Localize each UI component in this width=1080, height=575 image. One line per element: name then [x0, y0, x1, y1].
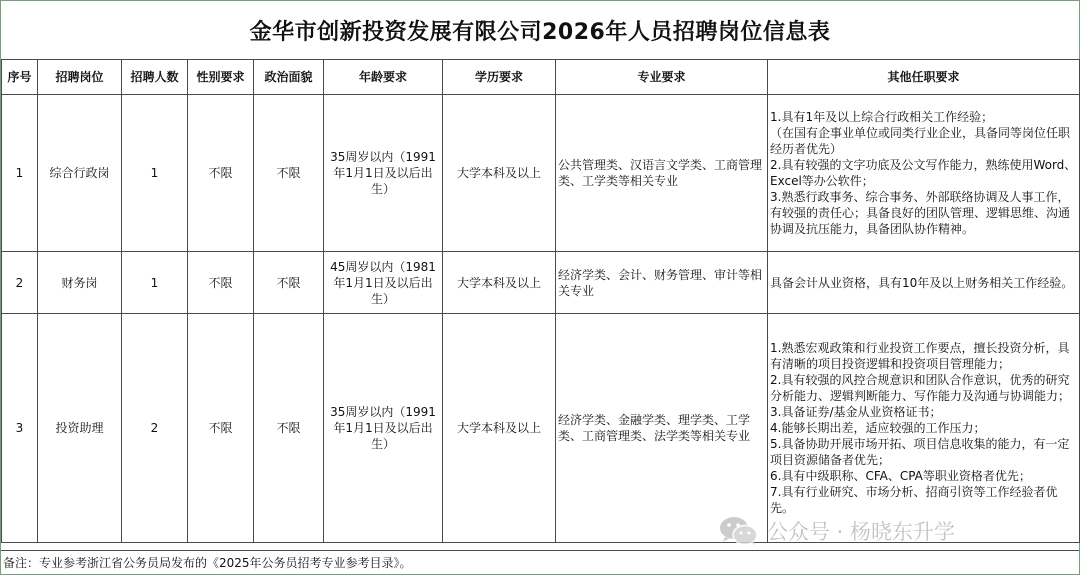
header-age: 年龄要求	[324, 60, 443, 95]
header-count: 招聘人数	[122, 60, 188, 95]
cell-no: 2	[2, 252, 38, 314]
header-position: 招聘岗位	[38, 60, 122, 95]
cell-no: 3	[2, 314, 38, 543]
cell-political: 不限	[254, 95, 324, 252]
requirement-line: 6.具有中级职称、CFA、CPA等职业资格者优先；	[770, 469, 1031, 483]
requirement-line: 具备会计从业资格，具有10年及以上财务相关工作经验。	[770, 275, 1074, 290]
cell-age: 35周岁以内（1991年1月1日及以后出生）	[324, 95, 443, 252]
cell-count: 2	[122, 314, 188, 543]
cell-position: 综合行政岗	[38, 95, 122, 252]
cell-position: 财务岗	[38, 252, 122, 314]
table-header-row	[2, 60, 1080, 95]
requirement-line: 2.具有较强的文字功底及公文写作能力，熟练使用Word、Excel等办公软件；	[770, 158, 1077, 188]
requirement-line: 7.具有行业研究、市场分析、招商引资等工作经验者优先。	[770, 485, 1058, 515]
header-no: 序号	[2, 60, 38, 95]
cell-other	[768, 95, 1080, 252]
cell-gender: 不限	[188, 95, 254, 252]
cell-political: 不限	[254, 252, 324, 314]
cell-education: 大学本科及以上	[443, 252, 556, 314]
cell-position: 投资助理	[38, 314, 122, 543]
cell-education: 大学本科及以上	[443, 314, 556, 543]
cell-age: 35周岁以内（1991年1月1日及以后出生）	[324, 314, 443, 543]
cell-gender: 不限	[188, 252, 254, 314]
recruitment-table	[1, 59, 1080, 543]
requirement-line: 5.具备协助开展市场开拓、项目信息收集的能力，有一定项目资源储备者优先；	[770, 437, 1070, 467]
cell-other	[768, 252, 1080, 314]
requirement-line: （在国有企事业单位或同类行业企业，具备同等岗位任职经历者优先）	[770, 126, 1071, 156]
cell-gender: 不限	[188, 314, 254, 543]
header-education: 学历要求	[443, 60, 556, 95]
table-row	[2, 95, 1080, 252]
header-major: 专业要求	[556, 60, 768, 95]
requirement-line: 3.具备证券/基金从业资格证书；	[770, 405, 942, 419]
cell-age: 45周岁以内（1981年1月1日及以后出生）	[324, 252, 443, 314]
requirement-line: 4.能够长期出差，适应较强的工作压力；	[770, 421, 986, 435]
requirement-line: 1.熟悉宏观政策和行业投资工作要点，擅长投资分析，具有清晰的项目投资逻辑和投资项目管理能力；	[770, 341, 1070, 371]
header-gender: 性别要求	[188, 60, 254, 95]
requirement-line: 1.具有1年及以上综合行政相关工作经验；	[770, 110, 994, 124]
cell-other	[768, 314, 1080, 543]
cell-major: 经济学类、会计、财务管理、审计等相关专业	[556, 252, 768, 314]
table-row	[2, 314, 1080, 543]
cell-major: 经济学类、金融学类、理学类、工学类、工商管理类、法学类等相关专业	[556, 314, 768, 543]
page-title: 金华市创新投资发展有限公司2026年人员招聘岗位信息表	[1, 1, 1079, 60]
header-political: 政治面貌	[254, 60, 324, 95]
cell-no: 1	[2, 95, 38, 252]
cell-education: 大学本科及以上	[443, 95, 556, 252]
watermark-text: 公众号 · 杨晓东升学	[767, 520, 956, 544]
cell-major: 公共管理类、汉语言文学类、工商管理类、工学类等相关专业	[556, 95, 768, 252]
requirement-line: 3.熟悉行政事务、综合事务、外部联络协调及人事工作，有较强的责任心；具备良好的团队管理、逻辑思维、沟通协调及抗压能力，具备团队协作精神。	[770, 190, 1071, 236]
header-other: 其他任职要求	[768, 60, 1080, 95]
cell-political: 不限	[254, 314, 324, 543]
table-row	[2, 252, 1080, 314]
footnote: 备注：专业参考浙江省公务员局发布的《2025年公务员招考专业参考目录》。	[1, 550, 1079, 574]
cell-count: 1	[122, 95, 188, 252]
cell-count: 1	[122, 252, 188, 314]
requirement-line: 2.具有较强的风控合规意识和团队合作意识，优秀的研究分析能力、逻辑判断能力、写作能力及沟通与协调能力；	[770, 373, 1071, 403]
